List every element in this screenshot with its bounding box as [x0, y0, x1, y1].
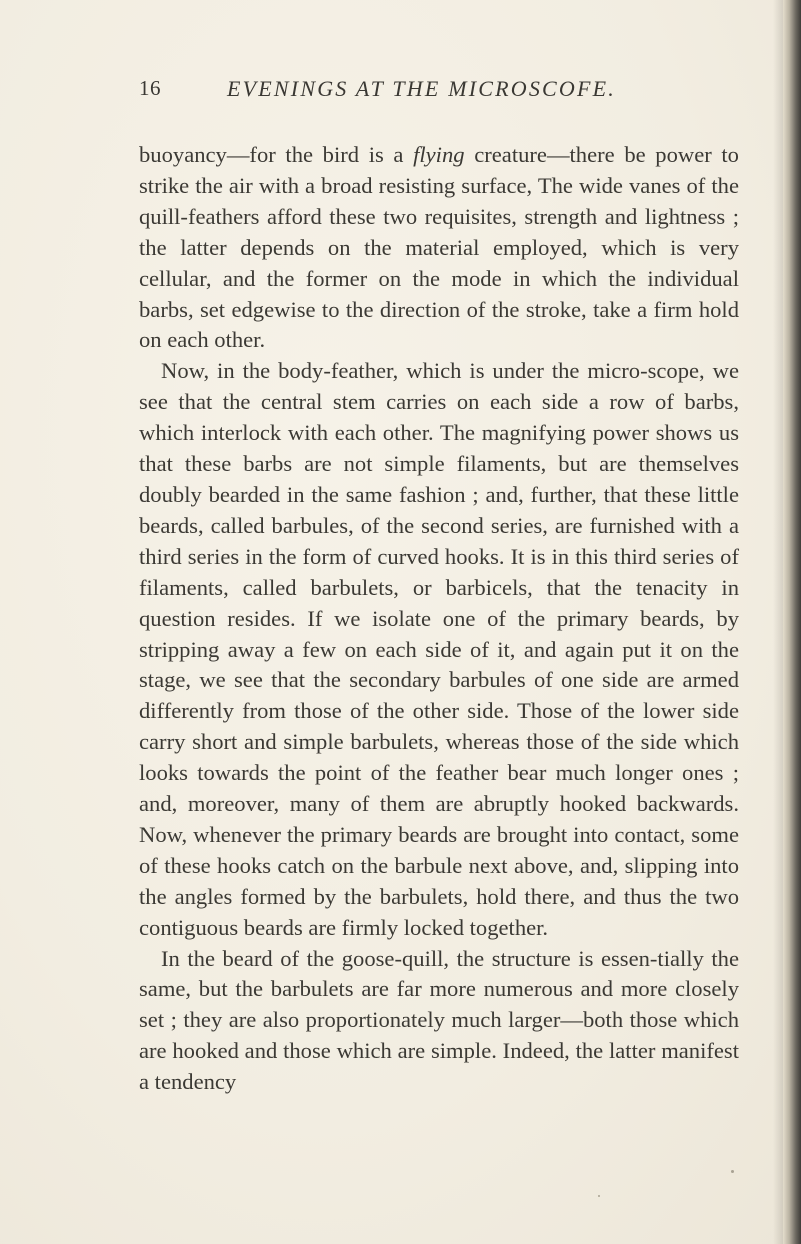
- page-binding-edge: [783, 0, 801, 1244]
- running-title: EVENINGS AT THE MICROSCOFE.: [227, 76, 616, 101]
- paragraph-1: [139, 140, 739, 356]
- page-number: 16: [139, 76, 161, 100]
- paper-speck: [731, 1170, 734, 1173]
- emphasis-flying: flying: [413, 142, 465, 167]
- paragraph-3: In the beard of the goose-quill, the structure is essen-tially the same, but the barbulets are far more numerous and more closely set ; they are also proportionately much larger—both those which are hooked and those which are simple. Indeed, the latter manifest a tendency: [139, 945, 739, 1095]
- paragraph-1-text-a: buoyancy—for the bird is a: [139, 142, 414, 167]
- running-head: [139, 76, 639, 116]
- paragraph-1-text-b: creature—there be power to strike the air with a broad resisting surface, The wide vanes of the quill-feathers afford these two requisites, strength and lightness ; the latter depends on the material employed, which is very cellular, and the former on the mode in which the individual barbs, set edgewise to the direction of the stroke, take a firm hold on each other.: [139, 142, 739, 353]
- paper-speck: [598, 1195, 600, 1197]
- paragraph-2: Now, in the body-feather, which is under the micro-scope, we see that the central stem carries on each side a row of barbs, which interlock with each other. The magnifying power shows us that these barbs are not simple filaments, but are themselves doubly bearded in the same fashion ; and, further, that these little beards, called barbules, of the second series, are furnished with a third series in the form of curved hooks. It is in this third series of filaments, called barbulets, or barbicels, that the tenacity in question resides. If we isolate one of the primary beards, by stripping away a few on each side of it, and again put it on the stage, we see that the secondary barbules of one side are armed differently from those of the other side. Those of the lower side carry short and simple barbulets, whereas those of the side which looks towards the point of the feather bear much longer ones ; and, moreover, many of them are abruptly hooked backwards. Now, whenever the primary beards are brought into contact, some of these hooks catch on the barbule next above, and, slipping into the angles formed by the barbulets, hold there, and thus the two contiguous beards are firmly locked together.: [139, 358, 739, 940]
- body-text: [139, 140, 739, 1098]
